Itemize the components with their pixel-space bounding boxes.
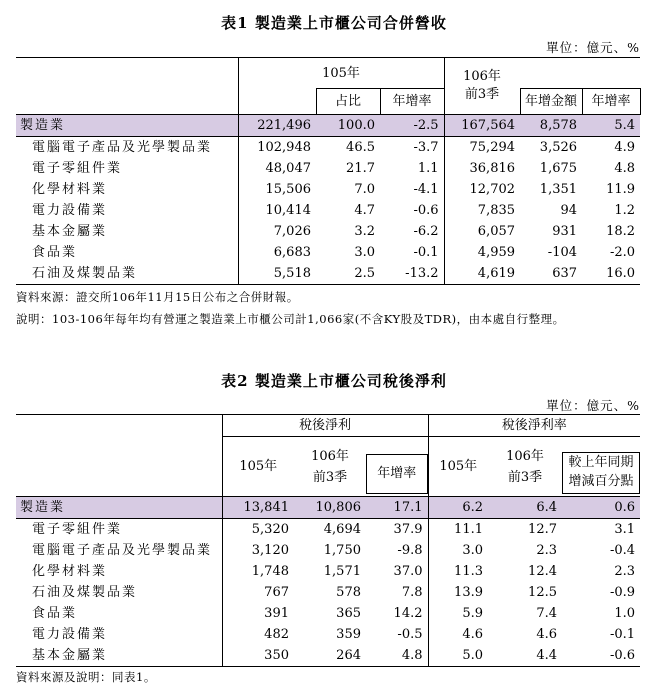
t1-h-yoy2: 年增率 xyxy=(582,89,640,115)
cell-value: 3,526 xyxy=(539,140,578,155)
industry-name: 食品業 xyxy=(32,245,78,260)
cell-value: -0.1 xyxy=(413,245,439,260)
cell-value: 12.5 xyxy=(528,585,557,600)
table2 xyxy=(16,414,640,667)
cell-value: 12,702 xyxy=(444,179,520,200)
cell-value: -0.1 xyxy=(609,627,636,642)
table1-source: 資料來源：證交所106年11月15日公布之合併財報。 xyxy=(16,290,299,304)
table-row xyxy=(16,603,640,624)
cell-value: 3.0 xyxy=(354,245,375,260)
industry-name: 基本金屬業 xyxy=(32,224,108,239)
cell-value: 8,578 xyxy=(520,115,582,137)
cell-value: 12.7 xyxy=(528,522,557,537)
cell-value: 1.0 xyxy=(614,606,636,621)
table-row xyxy=(16,645,640,667)
cell-value: 4.7 xyxy=(354,203,375,218)
cell-value: 94 xyxy=(560,203,578,218)
cell-value: -0.6 xyxy=(562,645,640,667)
industry-name: 化學材料業 xyxy=(32,182,108,197)
cell-value: 5,320 xyxy=(222,519,294,541)
cell-value: 10,414 xyxy=(238,200,316,221)
table-row xyxy=(16,624,640,645)
cell-value: 578 xyxy=(336,585,361,600)
cell-value: 5.9 xyxy=(428,603,488,624)
cell-value: 4,694 xyxy=(323,522,361,537)
t2-h-chg1: 較上年同期 xyxy=(568,455,634,470)
cell-value: 5.4 xyxy=(582,115,640,137)
cell-value: -0.9 xyxy=(609,585,636,600)
cell-value: 1,351 xyxy=(539,182,578,197)
industry-name: 電子零組件業 xyxy=(32,161,123,176)
cell-value: 4,959 xyxy=(444,242,520,263)
t2-h-106: 106年 xyxy=(311,448,349,464)
cell-value: 4.6 xyxy=(536,627,557,642)
t2-h-m106b: 前3季 xyxy=(507,469,543,485)
cell-value: 7,835 xyxy=(444,200,520,221)
table-row xyxy=(16,242,640,263)
cell-value: 46.5 xyxy=(346,140,375,155)
table2-title: 表2 製造業上市櫃公司稅後淨利 xyxy=(221,372,447,390)
cell-value: 7.4 xyxy=(536,606,557,621)
cell-value: 37.0 xyxy=(393,564,423,579)
cell-value: 13.9 xyxy=(428,582,488,603)
cell-value: 5,518 xyxy=(238,263,316,285)
cell-value: 3.2 xyxy=(354,224,375,239)
cell-value: 16.0 xyxy=(582,263,640,285)
table1 xyxy=(16,57,641,285)
table-row xyxy=(16,263,640,285)
table-row xyxy=(16,221,640,242)
cell-value: 14.2 xyxy=(393,606,423,621)
cell-value: 365 xyxy=(336,606,361,621)
industry-name: 基本金屬業 xyxy=(16,645,222,667)
t1-h-105: 105年 xyxy=(238,58,444,89)
cell-value: 6,057 xyxy=(444,221,520,242)
table-row xyxy=(16,582,640,603)
total-row xyxy=(16,497,640,519)
cell-value: 6.4 xyxy=(488,497,562,519)
cell-value: 0.6 xyxy=(562,497,640,519)
t2-h-chg2: 增減百分點 xyxy=(568,474,634,489)
cell-value: 482 xyxy=(222,624,294,645)
cell-value: 11.1 xyxy=(428,519,488,541)
t2-h-106b: 前3季 xyxy=(312,469,348,485)
cell-value: 21.7 xyxy=(346,161,375,176)
t2-h-net: 稅後淨利 xyxy=(222,415,428,437)
cell-value: 1.1 xyxy=(417,161,439,176)
cell-value: 6,683 xyxy=(238,242,316,263)
cell-value: 3.0 xyxy=(428,540,488,561)
industry-name: 石油及煤製品業 xyxy=(32,585,138,600)
cell-value: -0.4 xyxy=(609,543,636,558)
cell-value: 7.0 xyxy=(354,182,375,197)
table-row xyxy=(16,137,640,159)
t2-h-yoy: 年增率 xyxy=(366,454,428,494)
table1-note: 說明：103-106年每年均有營運之製造業上市櫃公司計1,066家(不含KY股及TDR)，由本處自行整理。 xyxy=(16,312,565,326)
industry-name: 電力設備業 xyxy=(32,203,108,218)
cell-value: 15,506 xyxy=(238,179,316,200)
cell-value: -0.6 xyxy=(413,203,439,218)
cell-value: 7,026 xyxy=(238,221,316,242)
cell-value: 37.9 xyxy=(393,522,423,537)
cell-value: 2.3 xyxy=(536,543,557,558)
table2-source: 資料來源及說明：同表1。 xyxy=(16,670,156,684)
cell-value: 13,841 xyxy=(222,497,294,519)
cell-value: 48,047 xyxy=(238,158,316,179)
cell-value: 4.9 xyxy=(614,140,636,155)
cell-value: 637 xyxy=(520,263,582,285)
cell-value: 7.8 xyxy=(401,585,423,600)
industry-name: 製造業 xyxy=(16,115,238,137)
table-row xyxy=(16,158,640,179)
cell-value: 3.1 xyxy=(614,522,636,537)
cell-value: -3.7 xyxy=(413,140,439,155)
t1-h-106: 106年 xyxy=(463,69,501,84)
cell-value: 1,748 xyxy=(222,561,294,582)
cell-value: 18.2 xyxy=(606,224,636,239)
table-row xyxy=(16,179,640,200)
cell-value: 5.0 xyxy=(428,645,488,667)
cell-value: 359 xyxy=(336,627,361,642)
cell-value: 1,571 xyxy=(323,564,361,579)
cell-value: 931 xyxy=(552,224,578,239)
cell-value: 2.3 xyxy=(614,564,636,579)
cell-value: -13.2 xyxy=(380,263,444,285)
cell-value: 17.1 xyxy=(366,497,428,519)
cell-value: -2.0 xyxy=(609,245,636,260)
cell-value: 1,750 xyxy=(323,543,361,558)
cell-value: 167,564 xyxy=(444,115,520,137)
industry-name: 製造業 xyxy=(16,497,222,519)
table-row xyxy=(16,540,640,561)
cell-value: 391 xyxy=(222,603,294,624)
cell-value: 4.4 xyxy=(488,645,562,667)
table2-unit: 單位：億元、% xyxy=(546,398,640,413)
cell-value: 264 xyxy=(294,645,366,667)
cell-value: -2.5 xyxy=(380,115,444,137)
cell-value: 11.3 xyxy=(428,561,488,582)
cell-value: -4.1 xyxy=(413,182,439,197)
cell-value: 11.9 xyxy=(606,182,636,197)
cell-value: -104 xyxy=(547,245,578,260)
total-row xyxy=(16,115,640,137)
cell-value: 12.4 xyxy=(528,564,557,579)
table1-title: 表1 製造業上市櫃公司合併營收 xyxy=(221,14,447,32)
cell-value: 4.8 xyxy=(366,645,428,667)
t2-h-margin: 稅後淨利率 xyxy=(428,415,640,437)
table-row xyxy=(16,200,640,221)
cell-value: 1,675 xyxy=(539,161,578,176)
table-row xyxy=(16,561,640,582)
cell-value: 10,806 xyxy=(294,497,366,519)
industry-name: 電腦電子產品及光學製品業 xyxy=(32,543,213,558)
cell-value: 36,816 xyxy=(444,158,520,179)
t1-h-106b: 前3季 xyxy=(464,87,500,102)
industry-name: 化學材料業 xyxy=(32,564,108,579)
industry-name: 電子零組件業 xyxy=(32,522,123,537)
cell-value: -9.8 xyxy=(397,543,423,558)
industry-name: 石油及煤製品業 xyxy=(16,263,238,285)
cell-value: 100.0 xyxy=(316,115,380,137)
t2-h-105: 105年 xyxy=(222,437,294,497)
t1-h-yoy: 年增率 xyxy=(380,89,444,115)
cell-value: 3,120 xyxy=(222,540,294,561)
cell-value: 75,294 xyxy=(444,137,520,159)
cell-value: 4.6 xyxy=(428,624,488,645)
t1-h-incamt: 年增金額 xyxy=(520,89,582,115)
t1-h-share: 占比 xyxy=(316,89,380,115)
industry-name: 電腦電子產品及光學製品業 xyxy=(32,140,213,155)
t2-h-m106: 106年 xyxy=(506,448,544,464)
industry-name: 食品業 xyxy=(32,606,78,621)
cell-value: 4.8 xyxy=(614,161,636,176)
cell-value: 2.5 xyxy=(316,263,380,285)
table-row xyxy=(16,519,640,541)
cell-value: 102,948 xyxy=(238,137,316,159)
cell-value: 1.2 xyxy=(614,203,636,218)
table1-unit: 單位：億元、% xyxy=(546,40,640,55)
cell-value: 4,619 xyxy=(444,263,520,285)
t2-h-m105: 105年 xyxy=(428,437,488,497)
cell-value: 221,496 xyxy=(238,115,316,137)
industry-name: 電力設備業 xyxy=(32,627,108,642)
cell-value: 6.2 xyxy=(428,497,488,519)
cell-value: -0.5 xyxy=(397,627,423,642)
cell-value: 350 xyxy=(222,645,294,667)
cell-value: 767 xyxy=(222,582,294,603)
cell-value: -6.2 xyxy=(413,224,439,239)
